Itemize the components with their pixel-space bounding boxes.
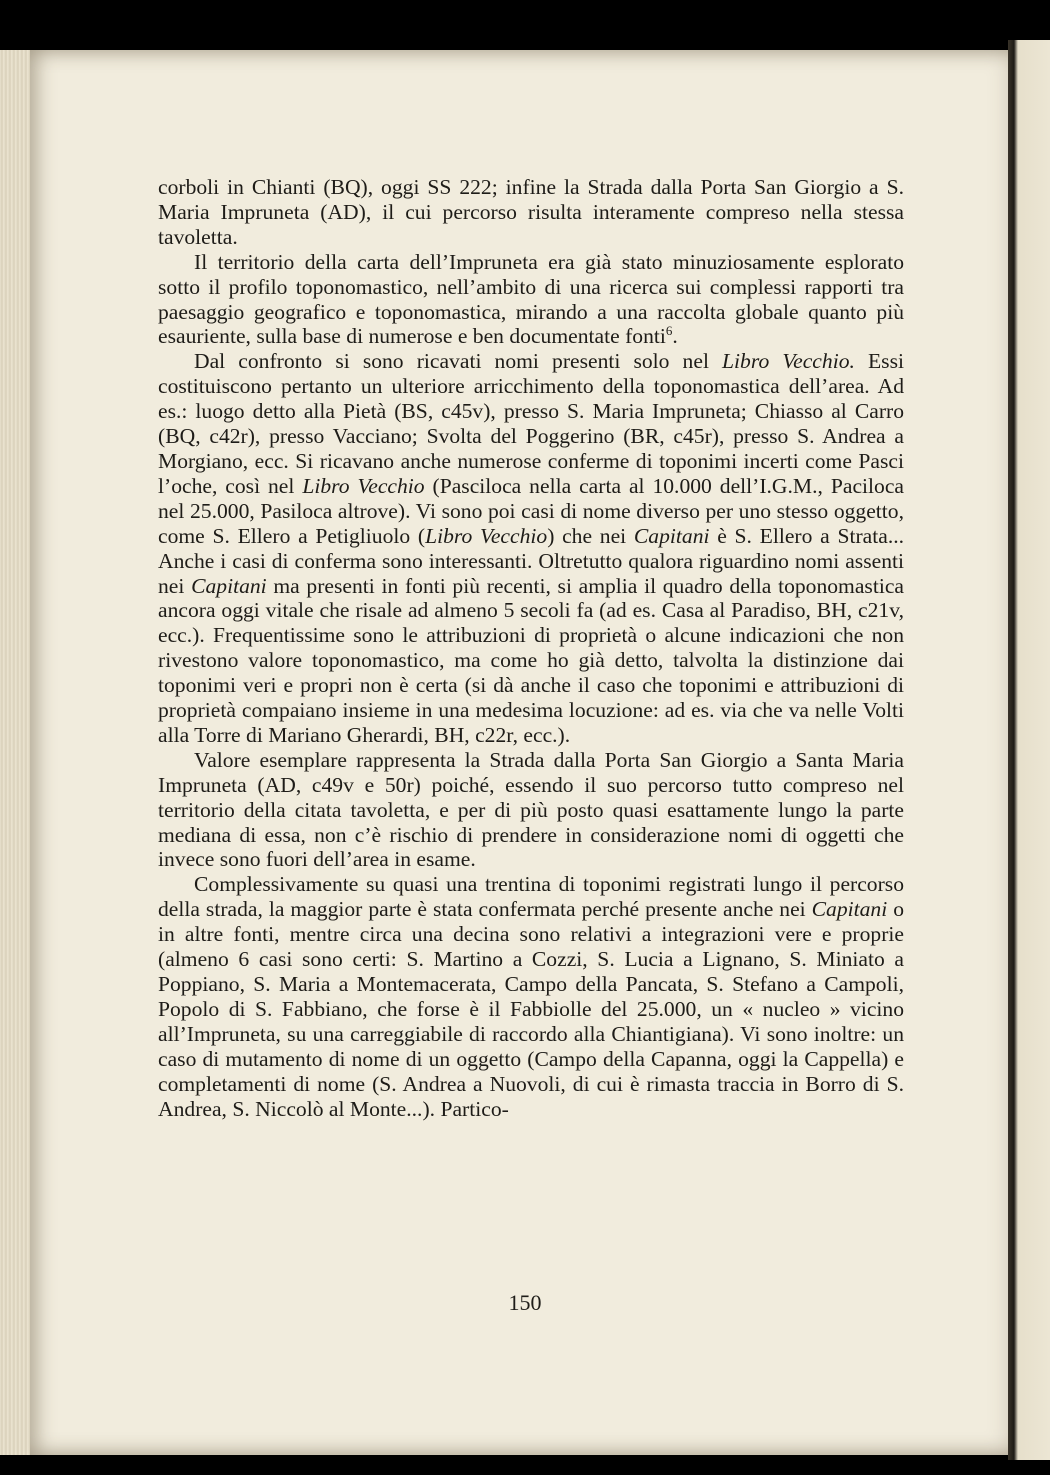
paragraph <box>158 748 904 873</box>
italic-title: Capitani <box>191 573 267 598</box>
text-segment: Valore esemplare rappresenta la Strada dalla Porta San Giorgio a Santa Maria Impruneta (AD, c49v e 50r) poiché, essendo il suo percorso tutto compreso nel territorio della citata tavoletta, e per di più posto quasi esattamente lungo la parte mediana di essa, non c’è rischio di prendere in considerazione nomi di oggetti che invece sono fuori dell’area in esame. <box>158 747 904 872</box>
page-number: 150 <box>508 1290 542 1315</box>
paragraph <box>158 349 904 748</box>
body-text <box>158 175 904 1121</box>
paragraph <box>158 872 904 1121</box>
text-segment: . <box>672 324 678 349</box>
italic-title: Capitani <box>633 523 710 548</box>
text-segment: Complessivamente su quasi una trentina di toponimi registrati lungo il percorso della strada, la maggior parte è stata confermata perché presente anche nei <box>158 872 904 922</box>
footnote-marker: 6 <box>665 323 673 339</box>
text-segment: Il territorio della carta dell’Impruneta era già stato minuziosamente esplorato sotto il profilo toponomastico, nell’ambito di una ricerca sui complessi rapporti tra paesaggio geografico e toponomastica, mirando a una raccolta globale quanto più esauriente, sulla base di numerose e ben documentate fonti <box>158 249 904 349</box>
text-segment: Essi costituiscono pertanto un ulteriore arricchimento della toponomastica dell’area. Ad es.: luogo detto alla Pietà (BS, c45v), presso S. Maria Impruneta; Chiasso al Carro (BQ, c42r), presso Vacciano; Svolta del Poggerino (BR, c45r), presso S. Andrea a Morgiano, ecc. Si ricavano anche numerose conferme di toponimi incerti come Pasci l’oche, così nel <box>158 349 904 498</box>
text-segment: o in altre fonti, mentre circa una decina sono relativi a integrazioni vere e proprie (almeno 6 casi sono certi: S. Martino a Cozzi, S. Lucia a Lignano, S. Miniato a Poppiano, S. Maria a Montemacerata, Campo della Pancata, S. Stefano a Campoli, Popolo di S. Fabbiano, che forse è il Fabbiolle del 25.000, un « nucleo » vicino all’Impruneta, su una carreggiabile di raccordo alla Chiantigiana). Vi sono inoltre: un caso di mutamento di nome di un oggetto (Campo della Capanna, oggi la Cappella) e completamenti di nome (S. Andrea a Nuovoli, di cui è rimasta traccia in Borro di S. Andrea, S. Niccolò al Monte...). Partico- <box>158 897 904 1121</box>
text-segment: è S. Ellero a Strata... Anche i casi di conferma sono interessanti. Oltretutto qualora riguardino nomi assenti nei <box>158 523 905 598</box>
book-page-edge-right <box>1008 40 1050 1460</box>
paragraph <box>158 250 904 350</box>
text-segment: ma presenti in fonti più recenti, si amplia il quadro della toponomastica ancora oggi vitale che risale ad almeno 5 secoli fa (ad es. Casa al Paradiso, BH, c21v, ecc.). Frequentissime sono le attribuzioni di proprietà o alcune indicazioni che non rivestono valore toponomastico, ma come ho già detto, talvolta la distinzione dai toponimi veri e propri non è certa (si dà anche il caso che toponimi e attribuzioni di proprietà compaiano insieme in una medesima locuzione: ad es. via che va nelle Volti alla Torre di Mariano Gherardi, BH, c22r, ecc.). <box>158 573 905 747</box>
italic-title: Libro Vecchio <box>302 473 425 498</box>
text-segment: ) che nei <box>547 523 634 548</box>
text-segment: corboli in Chianti (BQ), oggi SS 222; infine la Strada dalla Porta San Giorgio a S. Maria Impruneta (AD), il cui percorso risulta interamente compreso nella stessa tavoletta. <box>158 175 904 249</box>
paragraph <box>158 175 904 250</box>
italic-title: Capitani <box>811 897 888 922</box>
italic-title: Libro Vecchio <box>425 523 548 548</box>
italic-title: Libro Vecchio. <box>722 349 855 374</box>
text-segment: (Pasciloca nella carta al 10.000 dell’I.G.M., Paciloca nel 25.000, Pasiloca altrove). Vi sono poi casi di nome diverso per uno stesso oggetto, come S. Ellero a Petigliuolo ( <box>158 473 904 548</box>
text-segment: Dal confronto si sono ricavati nomi presenti solo nel <box>194 349 723 374</box>
